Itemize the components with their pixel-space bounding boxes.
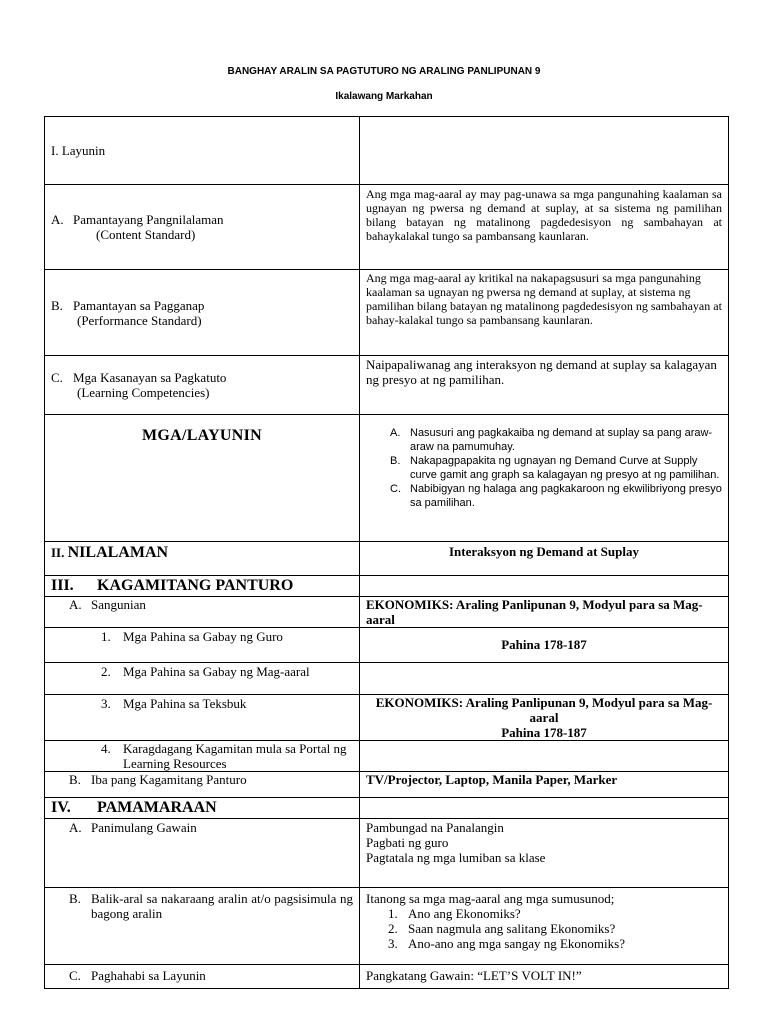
iba-pa-value: TV/Projector, Laptop, Manila Paper, Marker [360,772,729,798]
content-standard-value: Ang mga mag-aaral ay may pag-unawa sa mga pangunahing kaalaman sa ugnayan ng pwersa ng demand at suplay, at sa sistema ng pamilihan bilang batayan ng matalinong pagdedesisyon ng sambahayan at bahaykalakal tungo sa pambansang kaunlaran. [360,185,729,270]
table-row [45,772,729,798]
mga-layunin-heading: MGA/LAYUNIN [141,427,263,444]
item-text: Nasusuri ang pagkakaiba ng demand at suplay sa pang araw-araw na pamumuhay. [410,427,713,453]
nilalaman-heading-cell [45,542,360,576]
content-standard-label-cell [45,185,360,270]
item-marker: 1. [101,629,111,644]
mga-layunin-list-cell [360,415,729,542]
table-row [45,695,729,741]
table-row [45,576,729,597]
paghahabi-label: Paghahabi sa Layunin [91,968,206,983]
list-item [366,906,722,921]
panimula-label-cell [45,819,360,888]
item-text: Nakapagpapakita ng ugnayan ng Demand Curve at Supply curve gamit ang graph sa kalagayan ng presyo at ng pamilihan. [410,455,720,481]
content-standard-label-en: (Content Standard) [96,227,196,242]
panimula-line: Pagtatala ng mga lumiban sa klase [366,850,546,865]
item-marker: 1. [388,906,398,921]
table-row [45,819,729,888]
nilalaman-heading: NILALAMAN [67,544,169,561]
iba-pa-label-cell [45,772,360,798]
karagdagan-label: Karagdagang Kagamitan mula sa Portal ng Learning Resources [123,741,347,771]
item-marker: C. [390,483,401,495]
table-row [45,117,729,185]
performance-standard-value: Ang mga mag-aaral ay kritikal na nakapagsusuri sa mga pangunahing kaalaman sa ugnayan ng pwersa ng demand at suplay, at sistema ng pamilihan bilang batayan ng matalinong pagdedesisyon ng sambahayan at bahay-kalakal tungo sa pambansang kaunlaran. [360,270,729,356]
list-item [366,426,722,454]
item-marker: B. [69,772,81,787]
nilalaman-numeral: II. [51,545,65,560]
gabay-mag-aaral-label-cell [45,663,360,695]
layunin-label-cell [45,117,360,185]
teksbuk-value-pages: Pahina 178-187 [501,725,587,740]
competencies-value: Naipapaliwanag ang interaksyon ng demand at suplay sa kalagayan ng presyo at ng pamilihan. [360,356,729,415]
balik-aral-label: Balik-aral sa nakaraang aralin at/o pagsisimula ng bagong aralin [91,891,353,921]
item-marker: 3. [101,696,111,711]
mga-layunin-list [366,426,722,510]
kagamitan-heading-cell [45,576,360,597]
performance-standard-label-cell [45,270,360,356]
gabay-mag-aaral-label: Mga Pahina sa Gabay ng Mag-aaral [123,664,310,679]
item-marker: C. [69,968,81,983]
item-marker: B. [69,891,81,906]
item-marker: C. [51,370,63,385]
panimula-line: Pambungad na Panalangin [366,820,504,835]
table-row [45,965,729,989]
item-text: Ano-ano ang mga sangay ng Ekonomiks? [408,936,625,951]
item-marker: 3. [388,936,398,951]
item-marker: A. [69,820,82,835]
balik-aral-list [366,906,722,951]
teksbuk-label-cell [45,695,360,741]
pamamaraan-heading-cell [45,798,360,819]
item-marker: 2. [101,664,111,679]
panimula-value-cell [360,819,729,888]
layunin-value-cell [360,117,729,185]
document-title: BANGHAY ARALIN SA PAGTUTURO NG ARALING PANLIPUNAN 9 [227,66,541,77]
gabay-guro-label-cell [45,628,360,663]
item-marker: A. [69,597,82,612]
sanggunian-label-cell [45,597,360,628]
kagamitan-value-cell [360,576,729,597]
teksbuk-value-title: EKONOMIKS: Araling Panlipunan 9, Modyul para sa Mag-aaral [375,695,713,725]
table-row [45,185,729,270]
gabay-guro-label: Mga Pahina sa Gabay ng Guro [123,629,283,644]
balik-aral-label-cell [45,888,360,965]
gabay-guro-value: Pahina 178-187 [360,628,729,663]
list-item [366,454,722,482]
pamamaraan-value-cell [360,798,729,819]
sanggunian-value: EKONOMIKS: Araling Panlipunan 9, Modyul para sa Mag-aaral [360,597,729,628]
item-marker: 4. [101,741,111,756]
list-item [366,482,722,510]
competencies-label-en: (Learning Competencies) [77,385,210,400]
table-row [45,597,729,628]
list-item [366,936,722,951]
kagamitan-numeral: III. [51,577,74,594]
performance-standard-label: Pamantayan sa Pagganap [73,297,205,313]
panimula-label: Panimulang Gawain [91,820,197,835]
balik-aral-value-cell [360,888,729,965]
karagdagan-label-cell [45,741,360,772]
layunin-label: I. Layunin [51,142,106,158]
sanggunian-label: Sangunian [91,597,146,612]
item-text: Ano ang Ekonomiks? [408,906,521,921]
list-item [366,921,722,936]
competencies-label-cell [45,356,360,415]
table-row [45,888,729,965]
mga-layunin-heading-cell [45,415,360,542]
item-marker: 2. [388,921,398,936]
table-row [45,270,729,356]
content-standard-label: Pamantayang Pangnilalaman [73,212,224,227]
performance-standard-label-en: (Performance Standard) [77,312,202,328]
pamamaraan-heading: PAMAMARAAN [97,799,217,816]
item-text: Nabibigyan ng halaga ang pagkakaroon ng ekwilibriyong presyo sa pamilihan. [410,483,722,509]
document-subtitle: Ikalawang Markahan [335,91,433,102]
item-marker: B. [390,455,401,467]
nilalaman-value: Interaksyon ng Demand at Suplay [360,542,729,576]
balik-aral-intro: Itanong sa mga mag-aaral ang mga sumusunod; [366,891,615,906]
item-marker: A. [390,427,401,439]
kagamitan-heading: KAGAMITANG PANTURO [97,577,294,594]
competencies-label: Mga Kasanayan sa Pagkatuto [73,370,227,385]
gabay-mag-aaral-value [360,663,729,695]
pamamaraan-numeral: IV. [51,799,71,816]
paghahabi-label-cell [45,965,360,989]
table-row [45,663,729,695]
table-row [45,741,729,772]
paghahabi-value: Pangkatang Gawain: “LET’S VOLT IN!” [360,965,729,989]
item-text: Saan nagmula ang salitang Ekonomiks? [408,921,616,936]
teksbuk-label: Mga Pahina sa Teksbuk [123,696,247,711]
karagdagan-value [360,741,729,772]
table-row [45,628,729,663]
iba-pa-label: Iba pang Kagamitang Panturo [91,772,247,787]
panimula-line: Pagbati ng guro [366,835,449,850]
table-row [45,415,729,542]
table-row [45,798,729,819]
table-row [45,356,729,415]
teksbuk-value-cell [360,695,729,741]
item-marker: B. [51,297,63,313]
table-row [45,542,729,576]
item-marker: A. [51,212,64,227]
lesson-plan-table [44,116,729,989]
